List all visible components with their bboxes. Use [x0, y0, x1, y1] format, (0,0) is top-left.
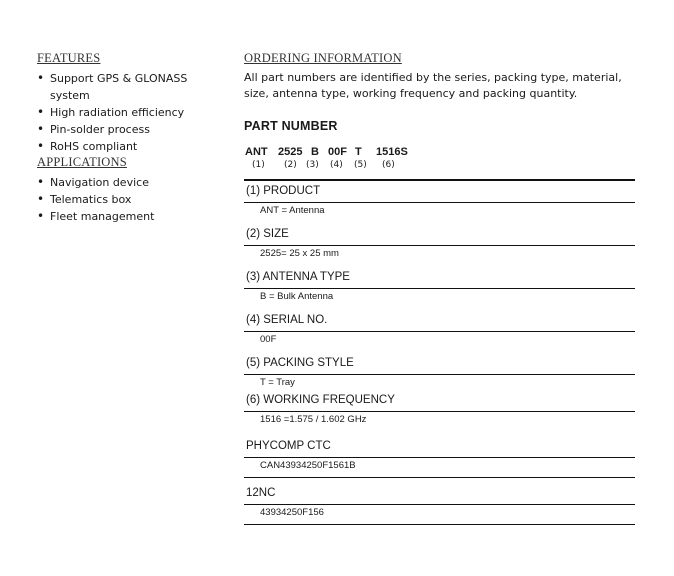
segment-index: (5) [354, 160, 367, 170]
features-heading: FEATURES [37, 51, 101, 65]
feature-item: • Pin-solder process [37, 121, 237, 138]
ordering-text: All part numbers are identified by the series, packing type, material, size, antenna type, working frequency and packing quantity. [244, 71, 622, 100]
part-segment: T [355, 146, 362, 158]
segment-index: (6) [382, 160, 395, 170]
property-phycomp-ctc [244, 427, 635, 478]
property-value: 1516 =1.575 / 1.602 GHz [260, 414, 367, 425]
property-antenna-type [244, 261, 635, 304]
right-column [244, 51, 635, 525]
application-item: • Telematics box [37, 191, 237, 208]
part-segment: 1516S [376, 146, 408, 158]
property-label: (3) ANTENNA TYPE [246, 271, 350, 283]
property-12nc [244, 478, 635, 525]
segment-index: (4) [330, 160, 343, 170]
ordering-heading: ORDERING INFORMATION [244, 51, 402, 65]
feature-item: • Support GPS & GLONASS system [37, 70, 215, 104]
property-packing-style [244, 347, 635, 390]
part-number-code [244, 146, 635, 160]
part-number-heading: PART NUMBER [244, 119, 338, 133]
property-value: T = Tray [260, 377, 295, 388]
property-value: CAN43934250F1561B [260, 460, 356, 471]
segment-index: (1) [252, 160, 265, 170]
property-label: 12NC [246, 487, 276, 499]
property-label: PHYCOMP CTC [246, 440, 331, 452]
property-value: ANT = Antenna [260, 205, 325, 216]
part-segment: ANT [245, 146, 268, 158]
property-value: B = Bulk Antenna [260, 291, 334, 302]
property-label: (5) PACKING STYLE [246, 357, 354, 369]
property-value: 00F [260, 334, 277, 345]
left-column [37, 51, 237, 225]
applications-heading: APPLICATIONS [37, 155, 127, 169]
part-segment: 2525 [278, 146, 303, 158]
property-product [244, 181, 635, 218]
part-segment: 00F [328, 146, 347, 158]
divider [244, 524, 635, 525]
feature-item: • RoHS compliant [37, 138, 237, 155]
property-value: 2525= 25 x 25 mm [260, 248, 339, 259]
property-label: (2) SIZE [246, 228, 289, 240]
application-item: • Fleet management [37, 208, 237, 225]
application-item: • Navigation device [37, 174, 237, 191]
part-segment: B [311, 146, 319, 158]
property-label: (4) SERIAL NO. [246, 314, 328, 326]
property-value: 43934250F156 [260, 507, 324, 518]
part-number-indices [244, 160, 635, 174]
applications-list [37, 174, 237, 225]
property-label: (1) PRODUCT [246, 185, 321, 197]
features-list [37, 70, 237, 155]
property-label: (6) WORKING FREQUENCY [246, 394, 395, 406]
property-size [244, 218, 635, 261]
feature-item: • High radiation efficiency [37, 104, 237, 121]
property-serial-no [244, 304, 635, 347]
segment-index: (3) [306, 160, 319, 170]
property-working-frequency [244, 390, 635, 427]
segment-index: (2) [284, 160, 297, 170]
